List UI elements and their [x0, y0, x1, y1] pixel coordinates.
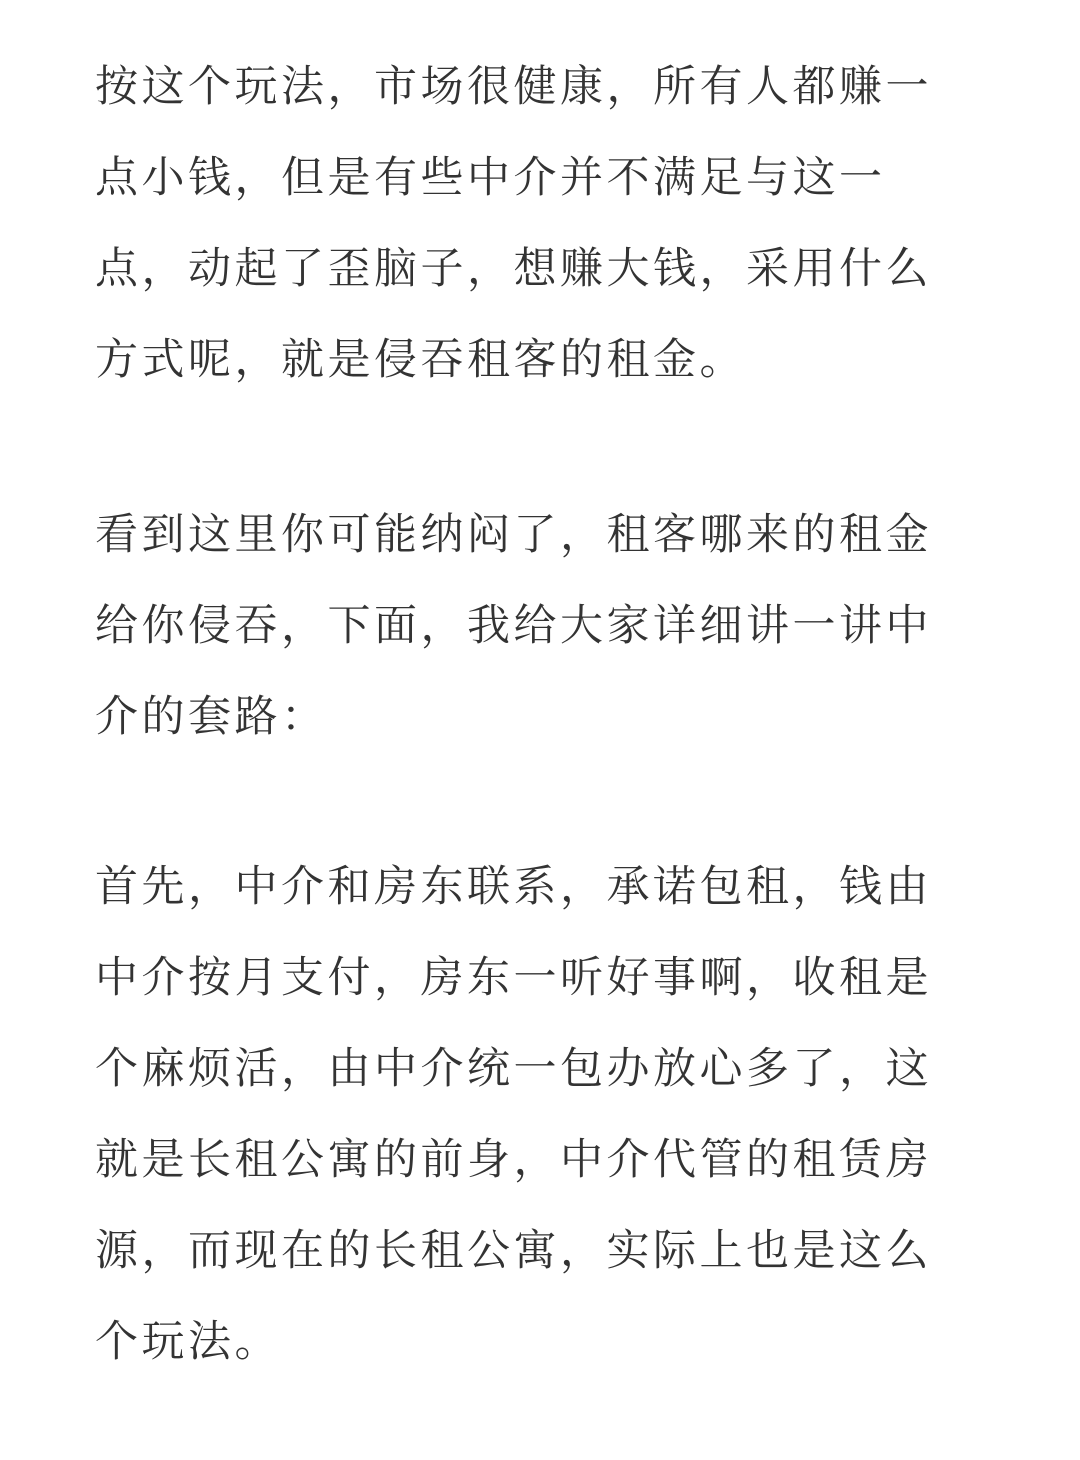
paragraph-1 [95, 42, 932, 406]
text-line: 点小钱，但是有些中介并不满足与这一 [95, 153, 886, 203]
text-line: 按这个玩法，市场很健康，所有人都赚一 [95, 62, 932, 112]
text-line: 看到这里你可能纳闷了，租客哪来的租金 [95, 510, 932, 560]
text-line: 个麻烦活，由中介统一包办放心多了，这 [95, 1044, 932, 1094]
text-line: 方式呢，就是侵吞租客的租金。 [95, 335, 746, 385]
text-line: 首先，中介和房东联系，承诺包租，钱由 [95, 862, 932, 912]
paragraph-3 [95, 842, 932, 1388]
text-line: 个玩法。 [95, 1317, 281, 1367]
text-line: 点，动起了歪脑子，想赚大钱，采用什么 [95, 244, 932, 294]
text-line: 给你侵吞，下面，我给大家详细讲一讲中 [95, 601, 932, 651]
paragraph-2 [95, 490, 932, 763]
text-line: 源，而现在的长租公寓，实际上也是这么 [95, 1226, 932, 1276]
text-line: 就是长租公寓的前身，中介代管的租赁房 [95, 1135, 932, 1185]
text-line: 介的套路： [95, 692, 328, 742]
text-line: 中介按月支付，房东一听好事啊，收租是 [95, 953, 932, 1003]
